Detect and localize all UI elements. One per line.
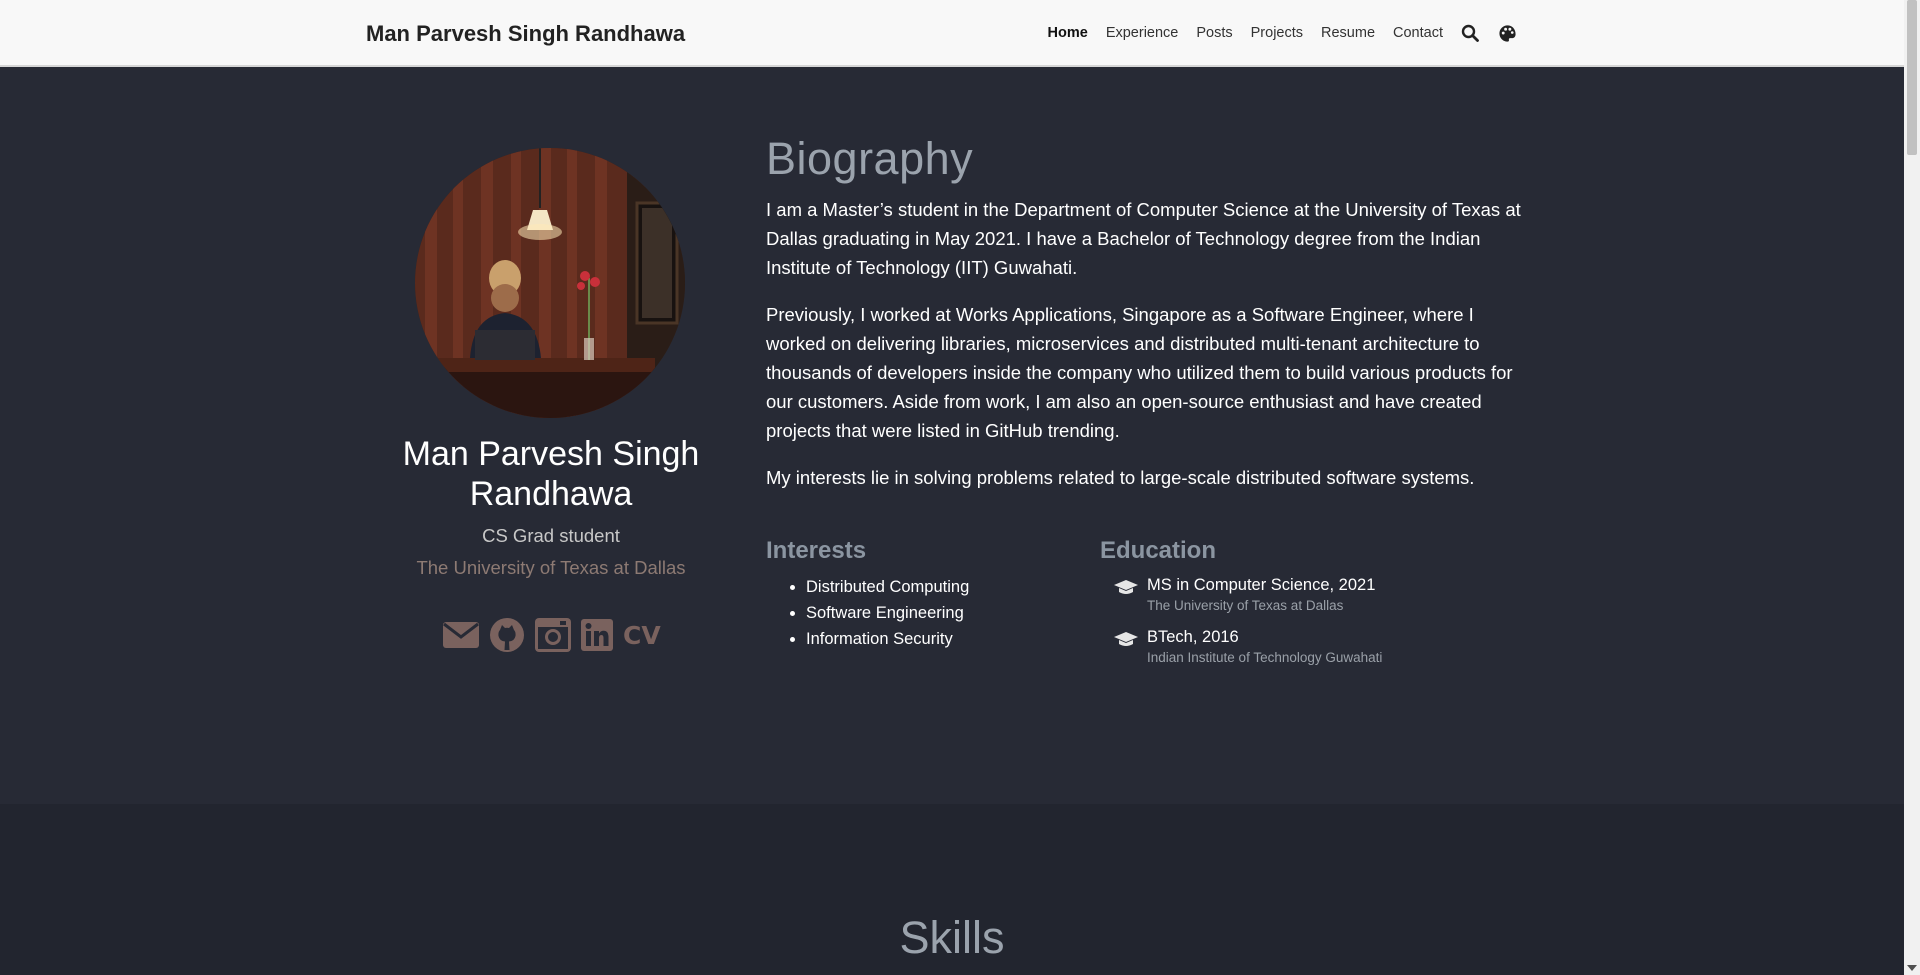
education-list <box>1114 574 1382 678</box>
social-links <box>443 617 671 653</box>
biography-text <box>766 195 1536 510</box>
biography-title: Biography <box>766 133 974 184</box>
linkedin-icon[interactable] <box>581 619 613 651</box>
list-item: • Information Security <box>806 626 969 652</box>
email-icon[interactable] <box>443 620 479 650</box>
nav-experience[interactable]: Experience <box>1105 25 1179 41</box>
avatar <box>415 148 685 418</box>
interests-title: Interests <box>766 537 867 564</box>
list-item: • Software Engineering <box>806 600 969 626</box>
education-institution: The University of Texas at Dallas <box>1147 598 1344 613</box>
scrollbar-thumb[interactable] <box>1907 0 1917 155</box>
site-brand[interactable]: Man Parvesh Singh Randhawa <box>366 21 686 46</box>
github-icon[interactable] <box>489 617 525 653</box>
bio-paragraph: Previously, I worked at Works Applications, Singapore as a Software Engineer, where I worked on delivering libraries, microservices and distributed multi-tenant architecture to thousands of developers inside the company who utilized them to build various products for our customers. Aside from work, I am also an open-source enthusiast and have created projects that were listed in GitHub trending. <box>766 304 1513 441</box>
cv-icon[interactable]: CV <box>623 620 661 650</box>
nav-contact[interactable]: Contact <box>1393 25 1443 41</box>
education-title: Education <box>1100 537 1217 564</box>
bio-paragraph: I am a Master’s student in the Department of Computer Science at the University of Texas at Dallas graduating in May 2021. I have a Bachelor of Technology degree from the Indian Institute of Technology (IIT) Guwahati. <box>766 199 1521 278</box>
list-item: • Distributed Computing <box>806 574 969 600</box>
profile-name: Man Parvesh Singh Randhawa <box>402 435 700 513</box>
page-scrollbar[interactable] <box>1904 0 1920 975</box>
list-item <box>1114 574 1382 616</box>
nav-home[interactable]: Home <box>1047 25 1088 41</box>
nav-posts[interactable]: Posts <box>1196 25 1233 41</box>
education-degree: BTech, 2016 <box>1147 628 1239 646</box>
search-icon[interactable] <box>1460 23 1480 43</box>
list-item <box>1114 626 1382 668</box>
education-degree: MS in Computer Science, 2021 <box>1147 576 1376 594</box>
profile-organization[interactable]: The University of Texas at Dallas <box>416 557 686 578</box>
graduation-cap-icon <box>1114 580 1138 601</box>
palette-icon[interactable] <box>1497 23 1517 43</box>
graduation-cap-icon <box>1114 632 1138 653</box>
nav-projects[interactable]: Projects <box>1250 25 1304 41</box>
interests-list <box>806 574 969 652</box>
skills-title: Skills <box>899 912 1005 963</box>
instagram-icon[interactable] <box>535 618 571 652</box>
nav-menu <box>1030 23 1517 43</box>
bio-paragraph: My interests lie in solving problems related to large-scale distributed software systems. <box>766 467 1475 488</box>
navbar <box>0 0 1904 67</box>
nav-resume[interactable]: Resume <box>1321 25 1376 41</box>
scroll-down-arrow[interactable] <box>1907 965 1917 971</box>
education-institution: Indian Institute of Technology Guwahati <box>1147 650 1383 665</box>
profile-role: CS Grad student <box>482 525 620 546</box>
